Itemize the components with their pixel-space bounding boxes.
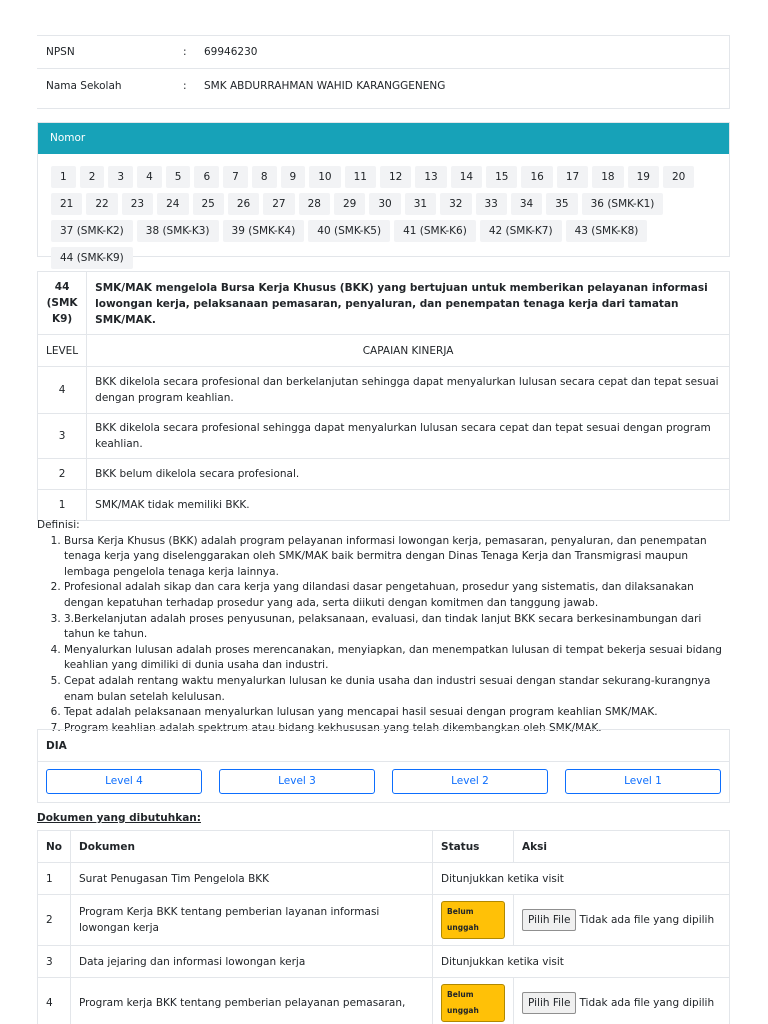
school-info-card <box>37 35 730 109</box>
dokumen-no: 2 <box>38 895 71 946</box>
nomor-button[interactable]: 36 (SMK-K1) <box>582 193 664 215</box>
status-badge: Belum unggah <box>441 984 505 1022</box>
nomor-button[interactable]: 9 <box>281 166 306 188</box>
nomor-button[interactable]: 8 <box>252 166 277 188</box>
nomor-button[interactable]: 11 <box>345 166 376 188</box>
indikator-number <box>38 272 87 335</box>
level-description: BKK belum dikelola secara profesional. <box>87 459 730 490</box>
nomor-button[interactable]: 2 <box>80 166 105 188</box>
header-no: No <box>38 831 71 863</box>
definisi-item: 5. Cepat adalah rentang waktu menyalurkan lulusan ke dunia usaha dan industri sesuai dengan standar sekurang-kurangnya enam bulan setelah kelulusan. <box>64 674 730 705</box>
dokumen-status-text: Ditunjukkan ketika visit <box>433 946 730 978</box>
nomor-button[interactable]: 24 <box>157 193 188 215</box>
capaian-kinerja-table <box>37 271 730 521</box>
npsn-row <box>37 36 729 69</box>
dokumen-row <box>38 946 730 978</box>
dia-level-buttons <box>38 762 729 801</box>
dokumen-name: Program Kerja BKK tentang pemberian layanan informasi lowongan kerja <box>71 895 433 946</box>
nomor-button[interactable]: 43 (SMK-K8) <box>566 220 648 242</box>
level-row <box>38 367 730 414</box>
status-badge: Belum unggah <box>441 901 505 939</box>
nomor-button[interactable]: 31 <box>405 193 436 215</box>
definisi-item: 7. Program keahlian adalah spektrum atau bidang kekhususan yang telah dikembangkan oleh SMK/MAK. <box>64 721 730 737</box>
indikator-number-line: (SMK <box>46 297 78 309</box>
nomor-button[interactable]: 16 <box>521 166 552 188</box>
nomor-button[interactable]: 20 <box>663 166 694 188</box>
dokumen-status-text: Ditunjukkan ketika visit <box>433 863 730 895</box>
nomor-button[interactable]: 42 (SMK-K7) <box>480 220 562 242</box>
level-3-button[interactable]: Level 3 <box>219 769 375 794</box>
level-row <box>38 414 730 459</box>
level-description: BKK dikelola secara profesional dan berkelanjutan sehingga dapat menyalurkan lulusan secara cepat dan tepat sesuai dengan program keahlian. <box>87 367 730 414</box>
nomor-button[interactable]: 38 (SMK-K3) <box>137 220 219 242</box>
nomor-button[interactable]: 27 <box>263 193 294 215</box>
nomor-button[interactable]: 30 <box>369 193 400 215</box>
school-name-separator: : <box>183 79 187 92</box>
dia-title: DIA <box>38 730 729 762</box>
level-description: BKK dikelola secara profesional sehingga dapat menyalurkan lulusan secara cepat dan tepat sesuai dengan program keahlian. <box>87 414 730 459</box>
nomor-button[interactable]: 10 <box>309 166 340 188</box>
school-name-row <box>37 69 729 102</box>
indikator-statement: SMK/MAK mengelola Bursa Kerja Khusus (BKK) yang bertujuan untuk memberikan pelayanan informasi lowongan kerja, pelaksanaan pemasaran, penyaluran, dan penempatan tenaga kerja dari tamatan SMK/MAK. <box>87 272 730 335</box>
level-number: 1 <box>38 490 87 521</box>
school-name-value: SMK ABDURRAHMAN WAHID KARANGGENENG <box>204 79 446 92</box>
dokumen-no: 1 <box>38 863 71 895</box>
level-row <box>38 459 730 490</box>
nomor-button[interactable]: 40 (SMK-K5) <box>308 220 390 242</box>
nomor-button[interactable]: 25 <box>193 193 224 215</box>
dokumen-row <box>38 863 730 895</box>
nomor-button[interactable]: 26 <box>228 193 259 215</box>
nomor-button[interactable]: 32 <box>440 193 471 215</box>
definisi-item: 3. 3.Berkelanjutan adalah proses penyusunan, pelaksanaan, evaluasi, dan tindak lanjut BKK secara berkesinambungan dari tahun ke tahun. <box>64 612 730 643</box>
choose-file-button[interactable]: Pilih File <box>522 992 576 1014</box>
dokumen-aksi <box>514 978 730 1024</box>
nomor-button[interactable]: 21 <box>51 193 82 215</box>
capaian-header: CAPAIAN KINERJA <box>87 335 730 367</box>
header-aksi: Aksi <box>514 831 730 863</box>
header-dokumen: Dokumen <box>71 831 433 863</box>
npsn-label: NPSN <box>46 46 75 58</box>
indikator-number-line: K9) <box>51 313 73 325</box>
dokumen-name: Data jejaring dan informasi lowongan kerja <box>71 946 433 978</box>
nomor-button[interactable]: 37 (SMK-K2) <box>51 220 133 242</box>
nomor-button[interactable]: 14 <box>451 166 482 188</box>
nomor-button[interactable]: 12 <box>380 166 411 188</box>
level-number: 3 <box>38 414 87 459</box>
nomor-button[interactable]: 18 <box>592 166 623 188</box>
choose-file-button[interactable]: Pilih File <box>522 909 576 931</box>
level-number: 2 <box>38 459 87 490</box>
indikator-number-line: 44 <box>54 281 70 293</box>
dokumen-row <box>38 895 730 946</box>
nomor-button[interactable]: 39 (SMK-K4) <box>223 220 305 242</box>
nomor-button[interactable]: 23 <box>122 193 153 215</box>
dokumen-row <box>38 978 730 1024</box>
nomor-grid <box>38 154 729 274</box>
definisi-item: 1. Bursa Kerja Khusus (BKK) adalah program pelayanan informasi lowongan kerja, pemasaran, penyaluran, dan penempatan tenaga kerja yang diselenggarakan oleh SMK/MAK baik bermitra dengan Dinas Tenaga Kerja dan Transmigrasi maupun lembaga pengelola tenaga kerja lainnya. <box>64 534 730 581</box>
nomor-button[interactable]: 5 <box>166 166 191 188</box>
npsn-value: 69946230 <box>204 46 258 58</box>
dokumen-name: Program kerja BKK tentang pemberian pelayanan pemasaran, <box>71 978 433 1024</box>
nomor-button[interactable]: 44 (SMK-K9) <box>51 247 133 269</box>
nomor-button[interactable]: 7 <box>223 166 248 188</box>
file-empty-label: Tidak ada file yang dipilih <box>579 914 715 926</box>
nomor-button[interactable]: 34 <box>511 193 542 215</box>
level-header-row <box>38 335 730 367</box>
nomor-button[interactable]: 22 <box>86 193 117 215</box>
level-header: LEVEL <box>38 335 87 367</box>
file-empty-label: Tidak ada file yang dipilih <box>579 997 715 1009</box>
dokumen-status <box>433 978 514 1024</box>
nomor-header: Nomor <box>38 123 729 154</box>
nomor-button[interactable]: 28 <box>299 193 330 215</box>
level-4-button[interactable]: Level 4 <box>46 769 202 794</box>
nomor-button[interactable]: 35 <box>546 193 577 215</box>
nomor-button[interactable]: 19 <box>628 166 659 188</box>
nomor-button[interactable]: 17 <box>557 166 588 188</box>
nomor-button[interactable]: 1 <box>51 166 76 188</box>
school-name-label: Nama Sekolah <box>46 79 122 92</box>
level-row <box>38 490 730 521</box>
npsn-separator: : <box>183 46 187 58</box>
level-2-button[interactable]: Level 2 <box>392 769 548 794</box>
definisi-item: 2. Profesional adalah sikap dan cara kerja yang dilandasi dasar pengetahuan, prosedur yang sistematis, dan dilaksanakan dengan kepatuhan terhadap prosedur yang ada, serta diikuti dengan komitmen dan tanggung jawab. <box>64 580 730 611</box>
dia-card <box>37 729 730 803</box>
dokumen-aksi <box>514 895 730 946</box>
nomor-button[interactable]: 4 <box>137 166 162 188</box>
header-status: Status <box>433 831 514 863</box>
dokumen-no: 3 <box>38 946 71 978</box>
nomor-button[interactable]: 3 <box>108 166 133 188</box>
definisi-section <box>37 518 730 736</box>
nomor-button[interactable]: 15 <box>486 166 517 188</box>
nomor-button[interactable]: 29 <box>334 193 365 215</box>
level-description: SMK/MAK tidak memiliki BKK. <box>87 490 730 521</box>
nomor-button[interactable]: 13 <box>415 166 446 188</box>
level-1-button[interactable]: Level 1 <box>565 769 721 794</box>
indikator-row <box>38 272 730 335</box>
dokumen-table <box>37 830 730 1024</box>
level-number: 4 <box>38 367 87 414</box>
definisi-item: 6. Tepat adalah pelaksanaan menyalurkan lulusan yang mencapai hasil sesuai dengan program keahlian SMK/MAK. <box>64 705 730 721</box>
dokumen-title: Dokumen yang dibutuhkan: <box>37 812 201 824</box>
definisi-item: 4. Menyalurkan lulusan adalah proses merencanakan, menyiapkan, dan menempatkan lulusan di tempat bekerja sesuai bidang keahlian yang dimiliki di dunia usaha dan industri. <box>64 643 730 674</box>
nomor-button[interactable]: 33 <box>476 193 507 215</box>
dokumen-name: Surat Penugasan Tim Pengelola BKK <box>71 863 433 895</box>
dokumen-header-row <box>38 831 730 863</box>
dokumen-no: 4 <box>38 978 71 1024</box>
nomor-button[interactable]: 6 <box>194 166 219 188</box>
nomor-button[interactable]: 41 (SMK-K6) <box>394 220 476 242</box>
definisi-title: Definisi: <box>37 519 80 531</box>
nomor-card <box>37 122 730 264</box>
definisi-list <box>37 534 730 737</box>
dokumen-status <box>433 895 514 946</box>
